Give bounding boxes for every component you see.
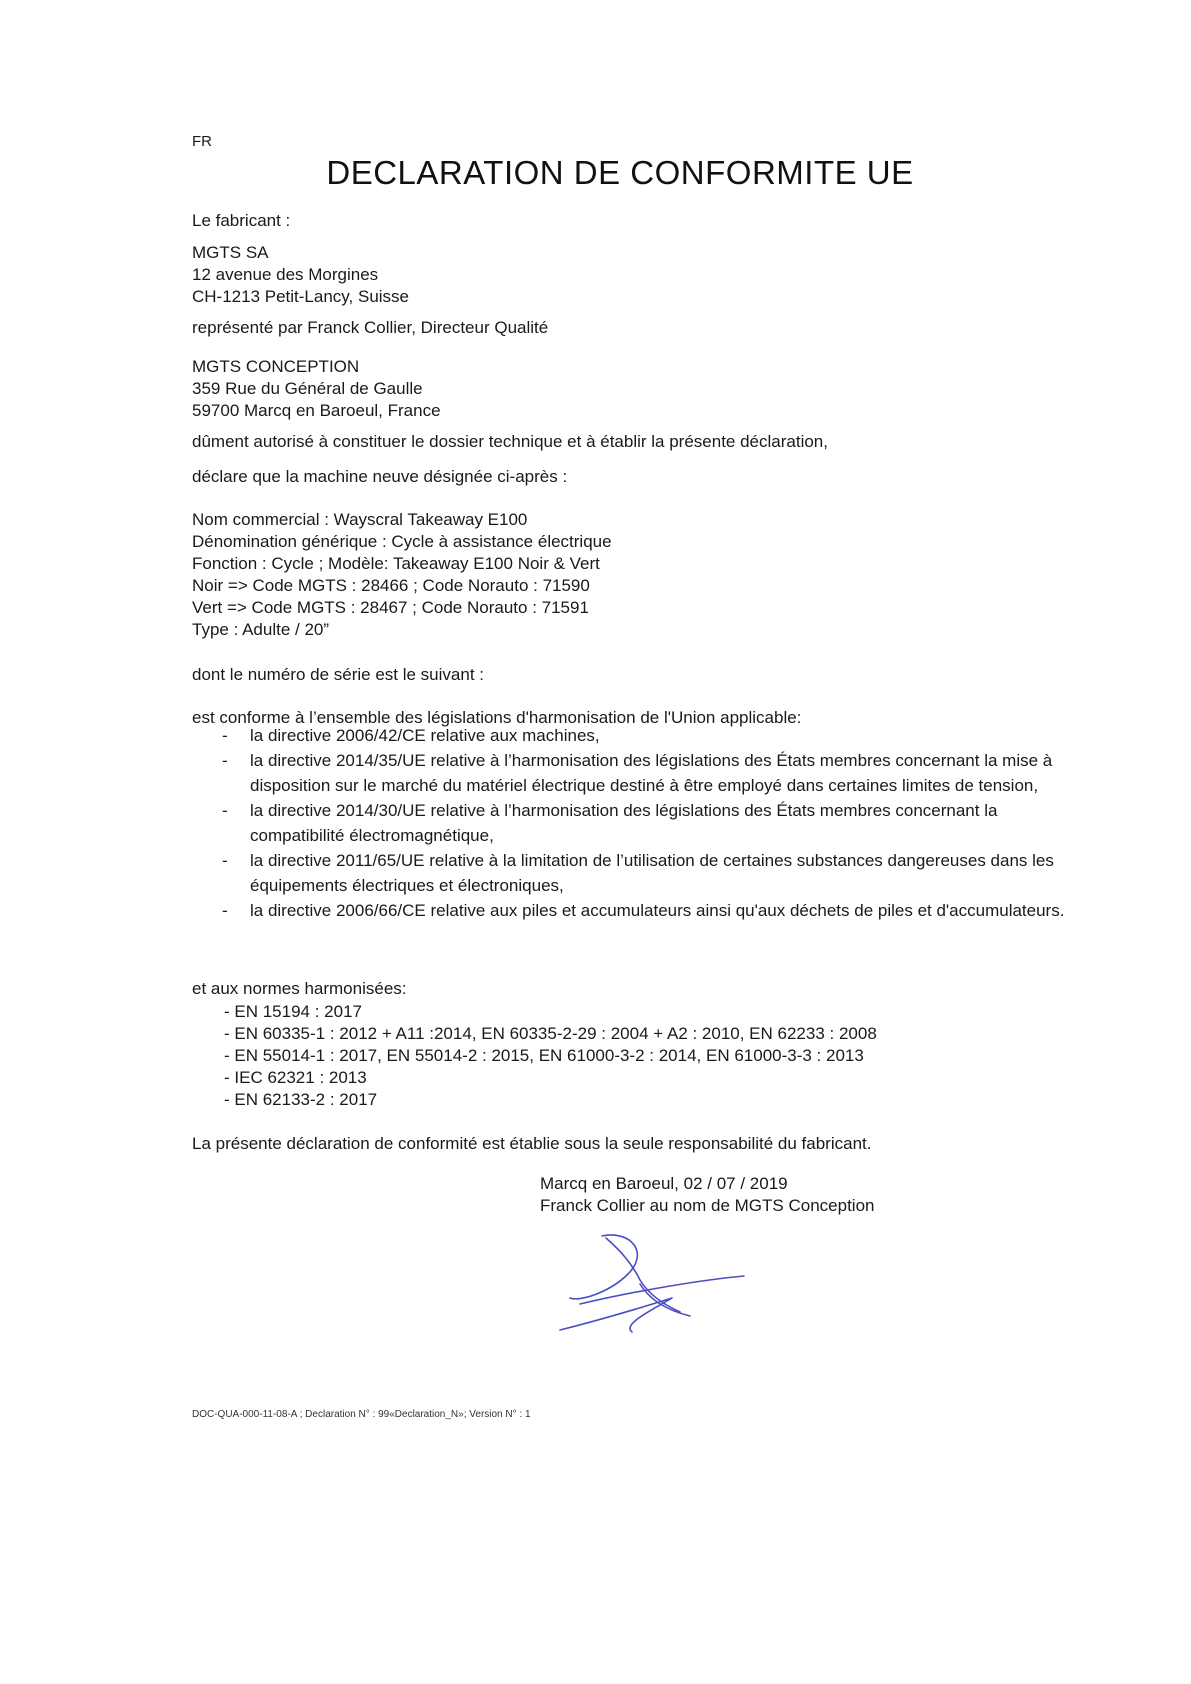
declaration-line: déclare que la machine neuve désignée ci-après : xyxy=(192,467,568,486)
manufacturer-address-line-2: CH-1213 Petit-Lancy, Suisse xyxy=(192,287,410,306)
manufacturer-name: MGTS SA xyxy=(192,243,269,262)
generic-name: Dénomination générique : Cycle à assistance électrique xyxy=(192,532,612,551)
list-dash: - xyxy=(222,726,228,745)
place-and-date: Marcq en Baroeul, 02 / 07 / 2019 xyxy=(540,1174,788,1193)
norms-list xyxy=(224,1001,877,1111)
list-dash: - xyxy=(222,851,228,870)
conformity-intro: est conforme à l’ensemble des législations d'harmonisation de l'Union applicable: xyxy=(192,708,802,727)
directive-text: la directive 2006/42/CE relative aux machines, xyxy=(250,726,600,745)
signer-name: Franck Collier au nom de MGTS Conception xyxy=(540,1196,875,1215)
manufacturer-address-block xyxy=(192,242,409,308)
authorization-line: dûment autorisé à constituer le dossier technique et à établir la présente déclaration, xyxy=(192,432,828,451)
responsibility-statement: La présente déclaration de conformité est établie sous la seule responsabilité du fabricant. xyxy=(192,1134,872,1153)
conception-address-line-1: 359 Rue du Général de Gaulle xyxy=(192,379,423,398)
norm-item: - EN 55014-1 : 2017, EN 55014-2 : 2015, EN 61000-3-2 : 2014, EN 61000-3-3 : 2013 xyxy=(224,1046,864,1065)
norms-intro: et aux normes harmonisées: xyxy=(192,979,407,998)
norm-item: - EN 62133-2 : 2017 xyxy=(224,1090,378,1109)
directive-item xyxy=(218,798,1068,848)
directive-item xyxy=(218,748,1068,798)
directive-item xyxy=(218,898,1068,923)
norm-item: - EN 60335-1 : 2012 + A11 :2014, EN 60335-2-29 : 2004 + A2 : 2010, EN 62233 : 2008 xyxy=(224,1024,877,1043)
signature-strokes xyxy=(560,1235,744,1332)
language-code: FR xyxy=(192,133,212,150)
manufacturer-address-line-1: 12 avenue des Morgines xyxy=(192,265,379,284)
commercial-name: Nom commercial : Wayscral Takeaway E100 xyxy=(192,510,528,529)
norm-item: - IEC 62321 : 2013 xyxy=(224,1068,367,1087)
directive-text: la directive 2014/30/UE relative à l’harmonisation des législations des États membres concernant la compatibilité électromagnétique, xyxy=(250,801,998,845)
directive-text: la directive 2006/66/CE relative aux piles et accumulateurs ainsi qu'aux déchets de piles et d'accumulateurs. xyxy=(250,901,1065,920)
black-variant-codes: Noir => Code MGTS : 28466 ; Code Norauto : 71590 xyxy=(192,576,590,595)
signature-stroke xyxy=(560,1298,672,1332)
directive-text: la directive 2011/65/UE relative à la limitation de l’utilisation de certaines substances dangereuses dans les équipements électriques et électroniques, xyxy=(250,851,1054,895)
document-title: DECLARATION DE CONFORMITE UE xyxy=(326,154,914,191)
representative-line: représenté par Franck Collier, Directeur Qualité xyxy=(192,318,549,337)
handwritten-signature xyxy=(540,1232,770,1342)
directive-item xyxy=(218,848,1068,898)
directive-text: la directive 2014/35/UE relative à l’harmonisation des législations des États membres concernant la mise à disposition sur le marché du matériel électrique destiné à être employé dans certaines limites de tension, xyxy=(250,751,1053,795)
document-reference: DOC-QUA-000-11-08-A ; Declaration N° : 99«Declaration_N»; Version N° : 1 xyxy=(192,1409,531,1420)
machine-type: Type : Adulte / 20” xyxy=(192,620,330,639)
signature-stroke xyxy=(606,1238,680,1312)
signature-stroke xyxy=(570,1235,637,1299)
conception-address-line-2: 59700 Marcq en Baroeul, France xyxy=(192,401,441,420)
conception-address-block xyxy=(192,356,441,422)
list-dash: - xyxy=(222,801,228,820)
signature-block xyxy=(540,1173,874,1217)
directive-list xyxy=(218,723,1068,923)
function-model: Fonction : Cycle ; Modèle: Takeaway E100 Noir & Vert xyxy=(192,554,600,573)
list-dash: - xyxy=(222,901,228,920)
serial-number-line: dont le numéro de série est le suivant : xyxy=(192,665,484,684)
manufacturer-intro: Le fabricant : xyxy=(192,211,291,230)
list-dash: - xyxy=(222,751,228,770)
norm-item: - EN 15194 : 2017 xyxy=(224,1002,362,1021)
machine-identification xyxy=(192,509,612,641)
green-variant-codes: Vert => Code MGTS : 28467 ; Code Norauto : 71591 xyxy=(192,598,589,617)
directive-item xyxy=(218,723,1068,748)
conception-name: MGTS CONCEPTION xyxy=(192,357,360,376)
